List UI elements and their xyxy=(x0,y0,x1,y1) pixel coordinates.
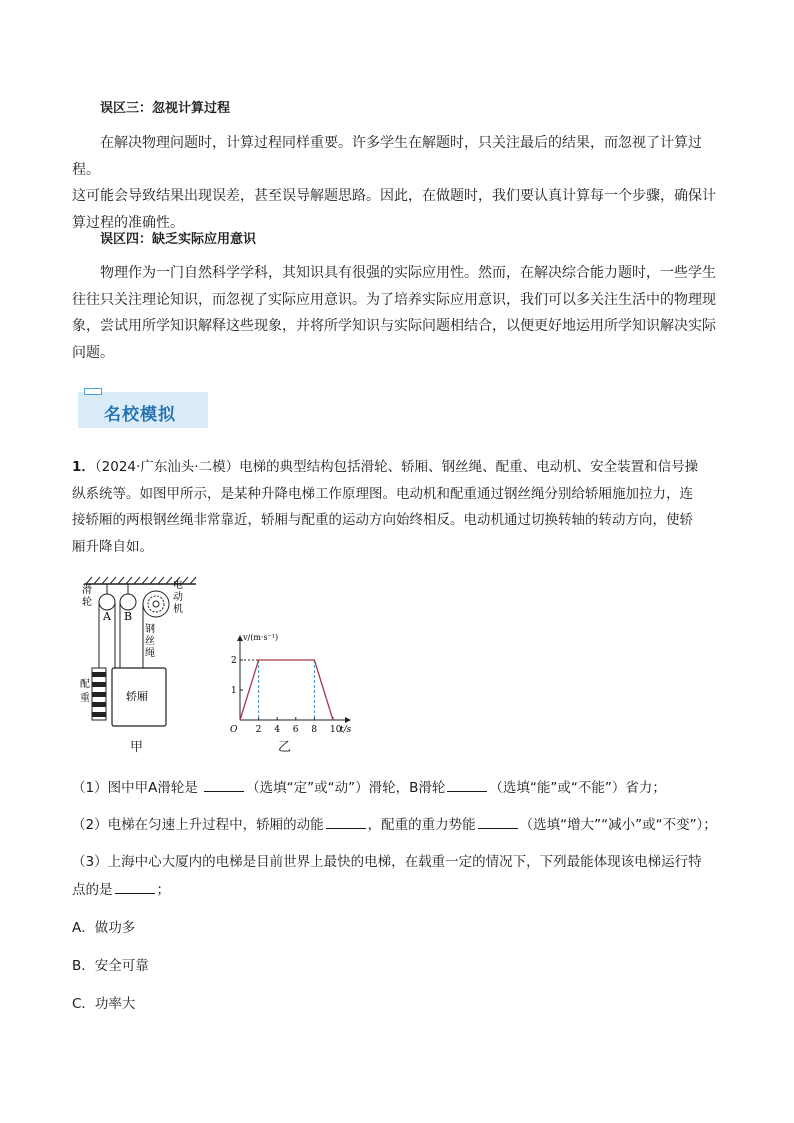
x-tick-label: 6 xyxy=(292,725,299,735)
section3-line-1: 在解决物理问题时，计算过程同样重要。许多学生在解题时，只关注最后的结果，而忽视了计算过程。 xyxy=(72,135,702,178)
banner-title: 名校模拟 xyxy=(104,405,176,425)
figure-yi-caption: 乙 xyxy=(278,740,292,755)
option-b[interactable]: B．安全可靠 xyxy=(72,958,149,974)
section3-heading: 误区三：忽视计算过程 xyxy=(100,101,231,116)
option-c[interactable]: C．功率大 xyxy=(72,996,136,1012)
section3-line-2: 这可能会导致结果出现误差，甚至误导解题思路。因此，在做题时，我们要认真计算每一个步骤，确保计 xyxy=(72,188,716,204)
answer-blank-2a[interactable] xyxy=(326,816,366,829)
answer-blank-1a[interactable] xyxy=(204,779,244,792)
subquestion-3-line-1: （3）上海中心大厦内的电梯是目前世界上最快的电梯，在载重一定的情况下，下列最能体现该电梯运行特 xyxy=(72,854,702,870)
subquestion-1: （1）图中甲A滑轮是 （选填“定”或“动”）滑轮，B滑轮 （选填“能”或“不能”）省力； xyxy=(72,780,666,796)
question1-stem xyxy=(72,454,724,560)
x-tick-label: 8 xyxy=(311,725,318,735)
section3-paragraph xyxy=(72,130,724,236)
x-tick-label: 10 xyxy=(330,725,342,735)
section4-line-4: 问题。 xyxy=(72,344,114,361)
label-counterweight-1: 配 xyxy=(80,679,90,690)
label-rope-3: 绳 xyxy=(145,648,155,659)
subquestion-2: （2）电梯在匀速上升过程中，轿厢的动能 ，配重的重力势能 （选填“增大”“减小”或“不变”）； xyxy=(72,817,717,833)
section3-line-3: 算过程的准确性。 xyxy=(72,214,184,231)
label-motor-3: 机 xyxy=(173,604,183,615)
label-motor-2: 动 xyxy=(173,592,183,603)
label-car: 轿厢 xyxy=(126,690,148,703)
x-tick-label: 4 xyxy=(274,725,280,735)
label-pulley-1: 滑 xyxy=(82,585,92,596)
velocity-series-line xyxy=(240,660,333,720)
question1-number: 1． xyxy=(72,459,95,475)
label-rope-2: 丝 xyxy=(145,636,155,647)
origin-label: O xyxy=(230,725,238,735)
y-axis-label: v/(m·s⁻¹) xyxy=(243,633,279,642)
label-counterweight-2: 重 xyxy=(80,693,90,704)
question1-line-1: 1．（2024·广东汕头·二模）电梯的典型结构包括滑轮、轿厢、钢丝绳、配重、电动机、安全装置和信号操 xyxy=(72,459,699,475)
motor-shaft xyxy=(153,601,159,607)
y-tick-label: 1 xyxy=(231,686,237,696)
section4-line-1: 物理作为一门自然科学学科，其知识具有很强的实际应用性。然而，在解决综合能力题时，一些学生 xyxy=(100,265,716,281)
section-banner xyxy=(78,386,208,428)
pulley-a xyxy=(99,594,115,610)
label-motor-1: 电 xyxy=(173,580,183,591)
pulley-b xyxy=(120,594,136,610)
section4-paragraph xyxy=(72,260,724,366)
label-pulley-a: A xyxy=(103,610,111,623)
answer-blank-1b[interactable] xyxy=(447,779,487,792)
option-a[interactable]: A．做功多 xyxy=(72,920,136,936)
question1-line-3: 接轿厢的两根钢丝绳非常靠近，轿厢与配重的运动方向始终相反。电动机通过切换转轴的转动方向，使轿 xyxy=(72,512,693,528)
section4-line-2: 往往只关注理论知识，而忽视了实际应用意识。为了培养实际应用意识，我们可以多关注生活中的物理现 xyxy=(72,291,716,308)
label-pulley-b: B xyxy=(124,610,133,623)
velocity-time-chart xyxy=(226,628,362,738)
label-pulley-2: 轮 xyxy=(82,597,92,608)
banner-tab-mark xyxy=(84,388,102,395)
answer-blank-3[interactable] xyxy=(115,881,155,894)
x-axis-label: t/s xyxy=(340,725,352,735)
question1-line-4: 厢升降自如。 xyxy=(72,538,153,555)
section4-heading: 误区四：缺乏实际应用意识 xyxy=(100,232,257,247)
x-tick-label: 2 xyxy=(255,725,262,735)
answer-blank-2b[interactable] xyxy=(478,816,518,829)
section4-line-3: 象，尝试用所学知识解释这些现象，并将所学知识与实际问题相结合，以便更好地运用所学知识解决实际 xyxy=(72,318,716,334)
subquestion-3-line-2: 点的是 ； xyxy=(72,882,170,898)
figure-jia-caption: 甲 xyxy=(130,740,144,755)
elevator-diagram xyxy=(80,574,200,740)
y-tick-label: 2 xyxy=(231,656,237,666)
label-rope-1: 钢 xyxy=(145,624,155,635)
question1-line-2: 纵系统等。如图甲所示，是某种升降电梯工作原理图。电动机和配重通过钢丝绳分别给轿厢施加拉力，连 xyxy=(72,485,693,502)
